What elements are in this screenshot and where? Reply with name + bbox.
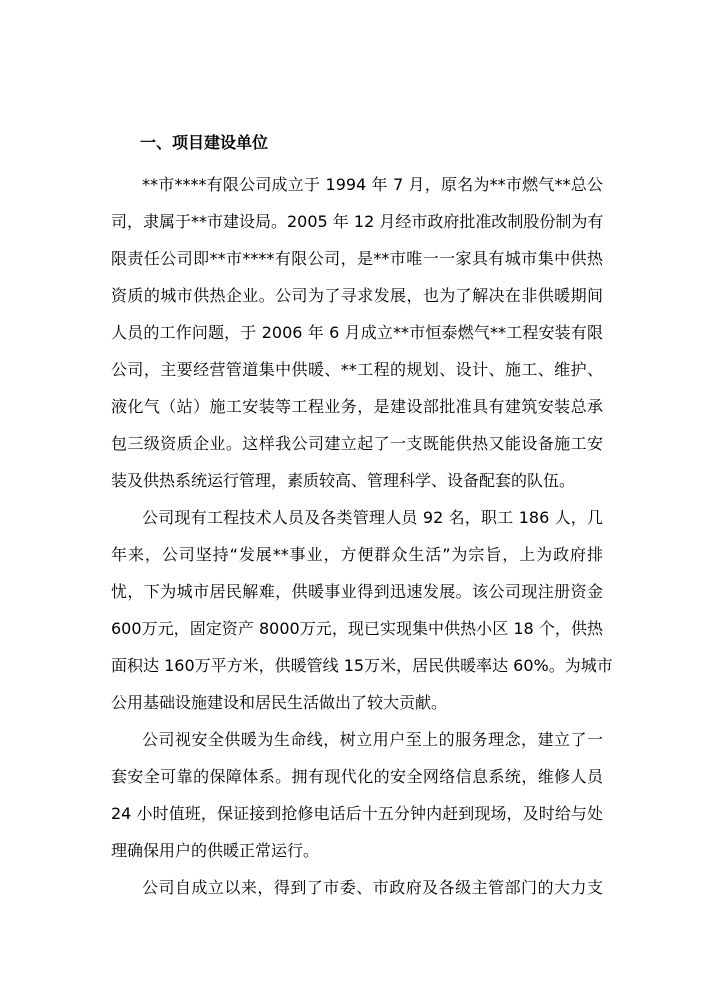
paragraph-line: 液化气（站）施工安装等工程业务，是建设部批准具有建筑安装总承 [111,397,603,416]
paragraph-line: 司，隶属于**市建设局。2005 年 12 月经市政府批准改制股份制为有 [111,212,604,231]
paragraph-line: 人员的工作问题，于 2006 年 6 月成立**市恒泰燃气**工程安装有限 [111,323,603,342]
paragraph-line: 24 小时值班，保证接到抢修电话后十五分钟内赶到现场，及时给与处 [111,804,603,823]
paragraph-line: 面积达 160万平方米，供暖管线 15万米，居民供暖率达 60%。为城市 [111,656,613,675]
paragraph-line: 包三级资质企业。这样我公司建立起了一支既能供热又能设备施工安 [111,434,603,453]
paragraph-line: 公司自成立以来，得到了市委、市政府及各级主管部门的大力支 [142,878,603,897]
paragraph-line: 套安全可靠的保障体系。拥有现代化的安全网络信息系统，维修人员 [111,767,603,786]
paragraph-line: 装及供热系统运行管理，素质较高、管理科学、设备配套的队伍。 [111,471,576,490]
paragraph-line: **市****有限公司成立于 1994 年 7 月，原名为**市燃气**总公 [142,175,603,194]
paragraph-line: 忧，下为城市居民解难，供暖事业得到迅速发展。该公司现注册资金 [111,582,603,601]
paragraph-line: 600万元，固定资产 8000万元，现已实现集中供热小区 18 个，供热 [111,619,603,638]
paragraph-line: 理确保用户的供暖正常运行。 [111,841,320,860]
section-heading: 一、项目建设单位 [140,133,269,152]
paragraph-line: 限责任公司即**市****有限公司，是**市唯一一家具有城市集中供热 [111,249,603,268]
paragraph-line: 公司，主要经营管道集中供暖、**工程的规划、设计、施工、维护、 [111,360,603,379]
paragraph-line: 公司视安全供暖为生命线，树立用户至上的服务理念，建立了一 [142,730,603,749]
paragraph-line: 公司现有工程技术人员及各类管理人员 92 名，职工 186 人，几 [142,508,603,527]
paragraph-line: 资质的城市供热企业。公司为了寻求发展，也为了解决在非供暖期间 [111,286,603,305]
paragraph-line: 年来，公司坚持“发展**事业，方便群众生活”为宗旨，上为政府排 [111,545,603,564]
paragraph-line: 公用基础设施建设和居民生活做出了较大贡献。 [111,693,448,712]
